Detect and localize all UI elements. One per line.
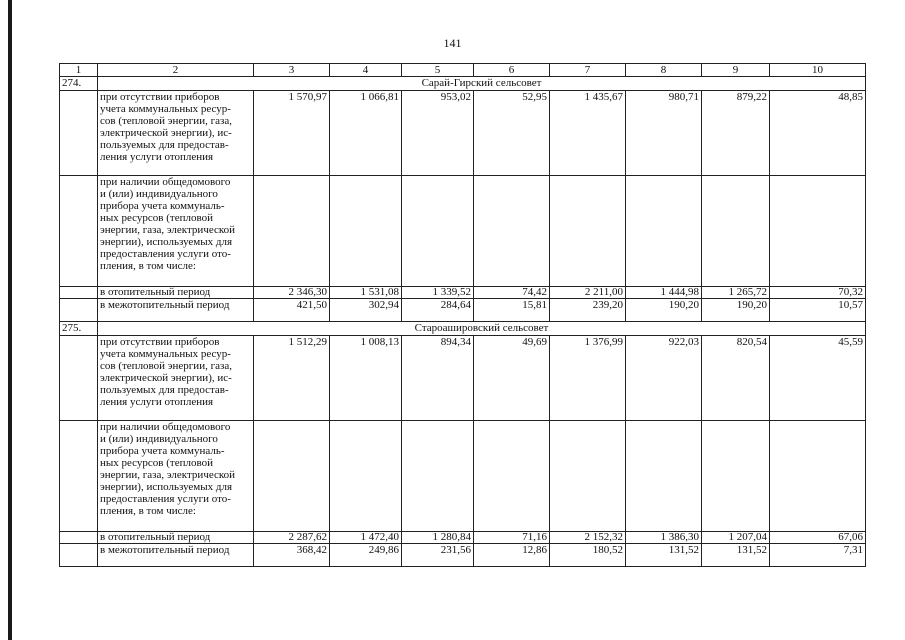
value-cell: 1 376,99 [550,336,626,421]
table-row [60,176,866,287]
value-cell: 2 346,30 [254,287,330,299]
value-cell: 1 207,04 [702,532,770,544]
value-cell [254,421,330,532]
section-header-row [60,322,866,336]
value-cell [770,176,866,287]
value-cell [626,176,702,287]
column-header: 10 [770,64,866,77]
value-cell: 7,31 [770,544,866,567]
value-cell: 1 472,40 [330,532,402,544]
column-header: 5 [402,64,474,77]
empty-number-cell [60,544,98,567]
value-cell: 67,06 [770,532,866,544]
value-cell: 1 570,97 [254,91,330,176]
value-cell: 180,52 [550,544,626,567]
empty-number-cell [60,91,98,176]
value-cell: 1 531,08 [330,287,402,299]
row-label: в отопительный период [98,532,254,544]
column-header: 2 [98,64,254,77]
value-cell: 10,57 [770,299,866,322]
empty-number-cell [60,336,98,421]
empty-number-cell [60,299,98,322]
value-cell: 15,81 [474,299,550,322]
value-cell: 894,34 [402,336,474,421]
value-cell [474,421,550,532]
value-cell: 239,20 [550,299,626,322]
section-title: Староашировский сельсовет [98,322,866,336]
value-cell: 2 152,32 [550,532,626,544]
section-number: 274. [60,77,98,91]
page-edge-bar [8,0,12,640]
table-row [60,287,866,299]
value-cell: 231,56 [402,544,474,567]
value-cell: 131,52 [626,544,702,567]
tariff-table [59,63,866,567]
page-number: 141 [443,36,462,50]
empty-number-cell [60,421,98,532]
value-cell [254,176,330,287]
value-cell: 1 444,98 [626,287,702,299]
value-cell: 1 265,72 [702,287,770,299]
row-label: при отсутствии приборов учета коммунальных ресур- сов (тепловой энергии, газа, электрической энергии), ис- пользуемых для предостав- ления услуги отопления [98,336,254,421]
section-header-row [60,77,866,91]
table-row [60,91,866,176]
value-cell: 2 287,62 [254,532,330,544]
value-cell: 1 280,84 [402,532,474,544]
column-header: 4 [330,64,402,77]
value-cell: 45,59 [770,336,866,421]
value-cell: 190,20 [626,299,702,322]
value-cell: 71,16 [474,532,550,544]
value-cell: 48,85 [770,91,866,176]
column-header: 8 [626,64,702,77]
column-header: 7 [550,64,626,77]
section-title: Сарай-Гирский сельсовет [98,77,866,91]
value-cell: 953,02 [402,91,474,176]
value-cell: 302,94 [330,299,402,322]
column-header: 1 [60,64,98,77]
row-label: в отопительный период [98,287,254,299]
value-cell: 922,03 [626,336,702,421]
value-cell [770,421,866,532]
value-cell: 1 008,13 [330,336,402,421]
table-row [60,532,866,544]
value-cell: 980,71 [626,91,702,176]
value-cell: 2 211,00 [550,287,626,299]
empty-number-cell [60,176,98,287]
value-cell: 879,22 [702,91,770,176]
value-cell: 249,86 [330,544,402,567]
value-cell [474,176,550,287]
value-cell [702,421,770,532]
value-cell: 131,52 [702,544,770,567]
value-cell [550,176,626,287]
value-cell: 1 512,29 [254,336,330,421]
value-cell: 49,69 [474,336,550,421]
value-cell: 1 339,52 [402,287,474,299]
value-cell [626,421,702,532]
column-header: 3 [254,64,330,77]
value-cell: 12,86 [474,544,550,567]
section-number: 275. [60,322,98,336]
value-cell: 52,95 [474,91,550,176]
value-cell: 190,20 [702,299,770,322]
row-label: при наличии общедомового и (или) индивидуального прибора учета коммуналь- ных ресурсов (тепловой энергии, газа, электрической энергии), используемых для предоставления услуги ото- пления, в том числе: [98,421,254,532]
row-label: при наличии общедомового и (или) индивидуального прибора учета коммуналь- ных ресурсов (тепловой энергии, газа, электрической энергии), используемых для предоставления услуги ото- пления, в том числе: [98,176,254,287]
value-cell: 284,64 [402,299,474,322]
empty-number-cell [60,532,98,544]
value-cell: 368,42 [254,544,330,567]
table-row [60,299,866,322]
value-cell: 1 386,30 [626,532,702,544]
value-cell: 70,32 [770,287,866,299]
column-header: 6 [474,64,550,77]
value-cell [402,421,474,532]
value-cell [330,176,402,287]
row-label: в межотопительный период [98,299,254,322]
value-cell: 421,50 [254,299,330,322]
value-cell [402,176,474,287]
value-cell: 1 435,67 [550,91,626,176]
row-label: при отсутствии приборов учета коммунальных ресур- сов (тепловой энергии, газа, электрической энергии), ис- пользуемых для предостав- ления услуги отопления [98,91,254,176]
value-cell [550,421,626,532]
value-cell: 1 066,81 [330,91,402,176]
value-cell [330,421,402,532]
value-cell: 820,54 [702,336,770,421]
value-cell [702,176,770,287]
empty-number-cell [60,287,98,299]
column-number-header-row [60,64,866,77]
column-header: 9 [702,64,770,77]
table-row [60,336,866,421]
value-cell: 74,42 [474,287,550,299]
table-row [60,421,866,532]
table-row [60,544,866,567]
row-label: в межотопительный период [98,544,254,567]
